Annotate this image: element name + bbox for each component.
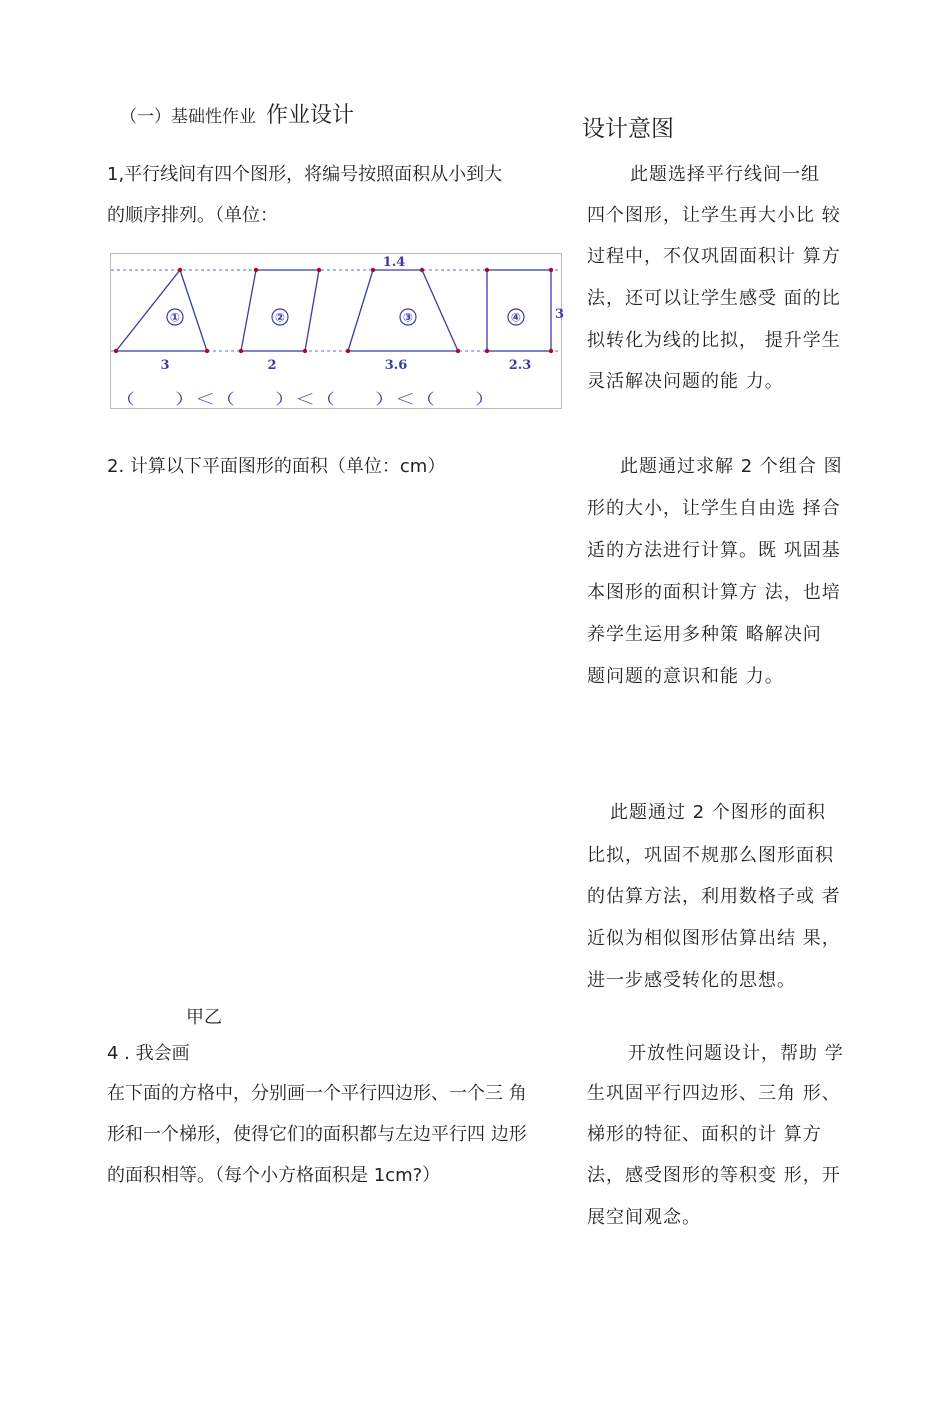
vertex-dot <box>549 268 553 272</box>
vertex-dot <box>205 349 209 353</box>
q1-intent-line-1: 此题选择平行线间一组 <box>630 164 820 185</box>
vertex-dot <box>456 349 460 353</box>
vertex-dot <box>549 349 553 353</box>
vertex-dot <box>346 349 350 353</box>
base-label-1: 3 <box>160 358 170 373</box>
q2-intent-line-5: 养学生运用多种策 略解决问 <box>587 624 822 645</box>
vertex-dot <box>114 349 118 353</box>
q1-intent-line-2: 四个图形，让学生再大小比 较 <box>587 205 841 226</box>
height-label: 3 <box>555 307 565 322</box>
q4-title: 4 . 我会画 <box>107 1043 190 1064</box>
q3-intent-line-3: 的估算方法，利用数格子或 者 <box>587 886 841 907</box>
vertex-dot <box>178 268 182 272</box>
q2-intent-line-4: 本图形的面积计算方 法，也培 <box>587 582 841 603</box>
vertex-dot <box>303 349 307 353</box>
q3-intent-line-2: 比拟，巩固不规那么图形面积 <box>587 845 834 866</box>
q1-intent-line-3: 过程中，不仅巩固面积计 算方 <box>587 246 841 267</box>
vertex-dot <box>485 268 489 272</box>
q3-figure-labels: 甲乙 <box>186 1007 222 1028</box>
answer-row: （ ）＜（ ）＜（ ）＜（ ） <box>115 390 495 408</box>
base-label-4: 2.3 <box>508 358 532 373</box>
q3-intent-line-4: 近似为相似图形估算出结 果， <box>587 928 841 949</box>
vertex-dot <box>485 349 489 353</box>
q4-text-line-2: 形和一个梯形，使得它们的面积都与左边平行四 边形 <box>107 1124 527 1145</box>
vertex-dot <box>317 268 321 272</box>
q3-intent-line-5: 进一步感受转化的思想。 <box>587 970 796 991</box>
base-label-3: 3.6 <box>384 358 408 373</box>
section-title: （一）基础性作业 作业设计 <box>120 103 355 128</box>
vertex-dot <box>420 268 424 272</box>
q1-figure <box>110 253 565 409</box>
q2-text: 2. 计算以下平面图形的面积（单位：cm） <box>107 456 446 477</box>
q4-text-line-3: 的面积相等。（每个小方格面积是 1cm?） <box>107 1165 441 1186</box>
shape-number-1: ① <box>169 310 181 325</box>
q2-intent-line-1: 此题通过求解 2 个组合 图 <box>620 456 843 477</box>
vertex-dot <box>371 268 375 272</box>
q4-text-line-1: 在下面的方格中，分别画一个平行四边形、一个三 角 <box>107 1083 527 1104</box>
homework-design-title: 作业设计 <box>266 103 355 128</box>
q3-intent-line-1: 此题通过 2 个图形的面积 <box>610 802 826 823</box>
q2-intent-line-2: 形的大小，让学生自由选 择合 <box>587 498 841 519</box>
top-length-label: 1.4 <box>382 255 406 270</box>
vertex-dot <box>254 268 258 272</box>
shape-number-2: ② <box>274 310 286 325</box>
q2-intent-line-6: 题问题的意识和能 力。 <box>587 666 784 687</box>
q1-figure-svg <box>111 254 565 408</box>
q1-intent-line-5: 拟转化为线的比拟， 提升学生 <box>587 330 841 351</box>
q4-intent-line-5: 展空间观念。 <box>587 1207 701 1228</box>
q1-text-line-1: 1,平行线间有四个图形，将编号按照面积从小到大 <box>107 164 503 185</box>
q1-text-line-2: 的顺序排列。（单位： <box>107 205 278 226</box>
q4-intent-line-1: 开放性问题设计，帮助 学 <box>628 1043 844 1064</box>
shape-number-3: ③ <box>402 310 414 325</box>
shape-number-4: ④ <box>510 310 522 325</box>
q1-intent-line-6: 灵活解决问题的能 力。 <box>587 371 784 392</box>
design-intent-title: 设计意图 <box>582 116 674 142</box>
q2-intent-line-3: 适的方法进行计算。既 巩固基 <box>587 540 841 561</box>
vertex-dot <box>239 349 243 353</box>
base-label-2: 2 <box>267 358 277 373</box>
q1-intent-line-4: 法，还可以让学生感受 面的比 <box>587 288 841 309</box>
q4-intent-line-4: 法，感受图形的等积变 形，开 <box>587 1165 841 1186</box>
q4-intent-line-3: 梯形的特征、面积的计 算方 <box>587 1124 822 1145</box>
q4-intent-line-2: 生巩固平行四边形、三角 形、 <box>587 1083 841 1104</box>
shape-triangle <box>116 270 207 351</box>
